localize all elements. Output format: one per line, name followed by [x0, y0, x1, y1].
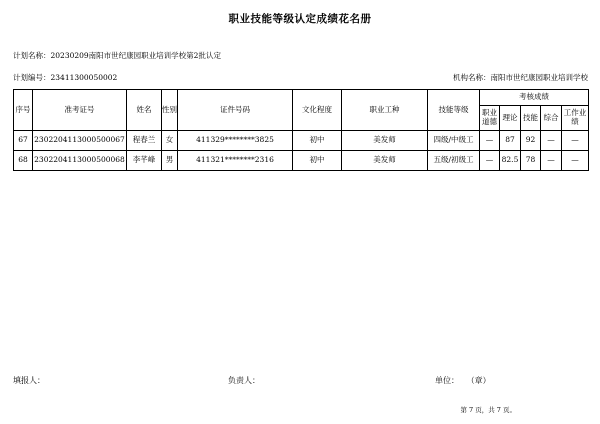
table-row	[14, 151, 589, 171]
cell-level: 四级/中级工	[428, 131, 480, 151]
header-theory: 理论	[500, 106, 521, 131]
page-title: 职业技能等级认定成绩花名册	[228, 13, 372, 25]
cell-seq: 68	[14, 151, 33, 171]
cell-skill: 92	[521, 131, 541, 151]
cell-education: 初中	[293, 131, 342, 151]
page-number: 第 7 页，共 7 页。	[460, 406, 516, 414]
cell-education: 初中	[293, 151, 342, 171]
cell-theory: 87	[500, 131, 521, 151]
filler-label: 填报人：	[13, 376, 45, 385]
cell-theory: 82.5	[500, 151, 521, 171]
cell-id-no: 411321********2316	[178, 151, 293, 171]
cell-seq: 67	[14, 131, 33, 151]
unit-label: 单位： （章）	[435, 376, 491, 385]
header-education: 文化程度	[293, 90, 342, 131]
header-seq: 序号	[14, 90, 33, 131]
header-id-no: 证件号码	[178, 90, 293, 131]
header-gender: 性别	[162, 90, 178, 131]
cell-level: 五级/初级工	[428, 151, 480, 171]
header-exam-no: 准考证号	[33, 90, 127, 131]
table-header-row	[14, 90, 589, 106]
cell-ethics: —	[480, 151, 500, 171]
header-level: 技能等级	[428, 90, 480, 131]
header-skill: 技能	[521, 106, 541, 131]
cell-exam-no: 2302204113000500067	[33, 131, 127, 151]
header-work: 工作业绩	[562, 106, 589, 131]
cell-id-no: 411329********3825	[178, 131, 293, 151]
cell-name: 李芊峰	[127, 151, 162, 171]
cell-name: 程春兰	[127, 131, 162, 151]
cell-comprehensive: —	[541, 131, 562, 151]
table-row	[14, 131, 589, 151]
header-scores: 考核成绩	[480, 90, 589, 106]
cell-work: —	[562, 151, 589, 171]
responsible-label: 负责人：	[228, 376, 260, 385]
cell-gender: 男	[162, 151, 178, 171]
score-table	[13, 89, 589, 171]
header-name: 姓名	[127, 90, 162, 131]
cell-gender: 女	[162, 131, 178, 151]
cell-exam-no: 2302204113000500068	[33, 151, 127, 171]
header-ethics: 职业道德	[480, 106, 500, 131]
cell-occupation: 美发师	[342, 131, 428, 151]
header-occupation: 职业工种	[342, 90, 428, 131]
plan-name: 计划名称：20230209南阳市世纪康园职业培训学校第2批认定	[13, 51, 221, 60]
header-comprehensive: 综合	[541, 106, 562, 131]
cell-skill: 78	[521, 151, 541, 171]
cell-ethics: —	[480, 131, 500, 151]
plan-number: 计划编号：23411300050002	[13, 73, 118, 82]
cell-comprehensive: —	[541, 151, 562, 171]
organization-name: 机构名称：南阳市世纪康园职业培训学校	[453, 73, 588, 82]
cell-work: —	[562, 131, 589, 151]
cell-occupation: 美发师	[342, 151, 428, 171]
